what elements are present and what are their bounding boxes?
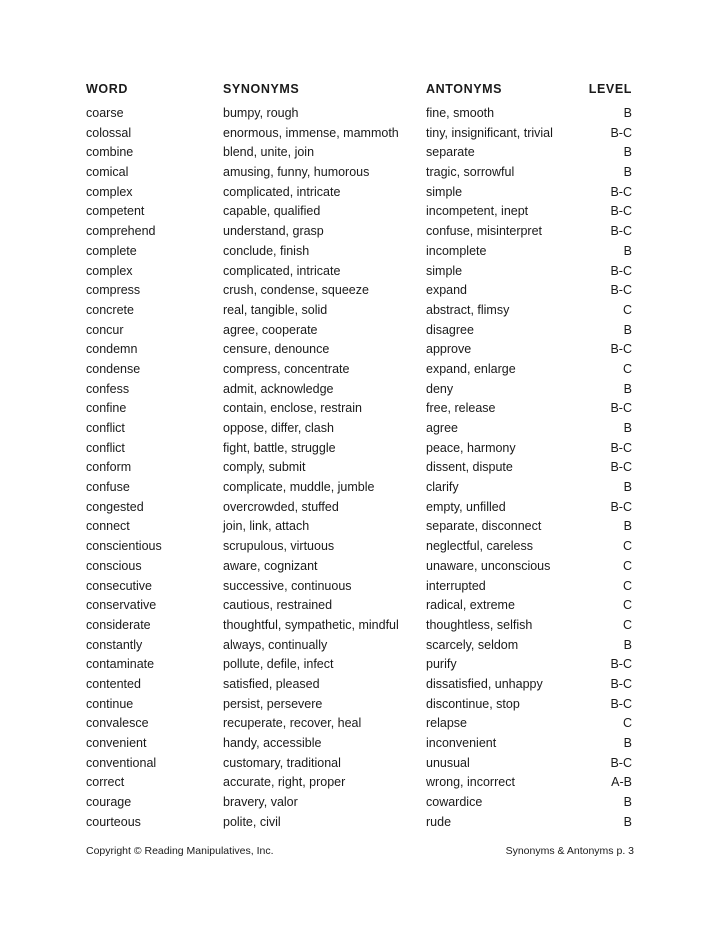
word-cell: complex: [86, 184, 133, 199]
table-row: [0, 636, 720, 656]
antonyms-cell: relapse: [426, 716, 467, 731]
table-row: [0, 360, 720, 380]
synonyms-cell: bravery, valor: [223, 795, 298, 810]
antonyms-cell: expand: [426, 283, 468, 298]
level-cell: B-C: [610, 460, 632, 475]
table-row: [0, 655, 720, 675]
table-row: [0, 281, 720, 301]
antonyms-cell: peace, harmony: [426, 440, 516, 455]
level-cell: B-C: [610, 401, 632, 416]
word-cell: conform: [86, 460, 132, 475]
antonyms-cell: tragic, sorrowful: [426, 165, 515, 180]
synonyms-cell: amusing, funny, humorous: [223, 165, 370, 180]
antonyms-cell: dissatisfied, unhappy: [426, 676, 543, 691]
level-cell: B: [623, 145, 632, 160]
word-cell: congested: [86, 499, 144, 514]
antonyms-cell: tiny, insignificant, trivial: [426, 125, 553, 140]
synonyms-cell: polite, civil: [223, 814, 281, 829]
word-cell: continue: [86, 696, 134, 711]
antonyms-cell: clarify: [426, 480, 459, 495]
table-row: [0, 340, 720, 360]
antonyms-cell: rude: [426, 814, 452, 829]
level-cell: B-C: [610, 342, 632, 357]
level-cell: B: [623, 421, 632, 435]
antonyms-cell: discontinue, stop: [426, 696, 520, 711]
table-row: [0, 596, 720, 616]
synonyms-cell: complicate, muddle, jumble: [223, 480, 375, 495]
synonyms-cell: understand, grasp: [223, 224, 324, 239]
word-cell: confess: [86, 381, 130, 396]
synonyms-cell: aware, cognizant: [223, 558, 318, 573]
level-cell: B-C: [610, 184, 632, 199]
table-row: [0, 163, 720, 183]
antonyms-cell: approve: [426, 342, 472, 357]
level-cell: B-C: [610, 499, 632, 514]
synonyms-cell: accurate, right, proper: [223, 775, 346, 790]
antonyms-cell: inconvenient: [426, 736, 497, 750]
word-cell: correct: [86, 775, 125, 790]
table-row: [0, 557, 720, 577]
level-cell: B: [623, 322, 632, 337]
word-cell: compress: [86, 283, 141, 298]
antonyms-cell: separate: [426, 145, 475, 160]
table-row: [0, 202, 720, 222]
antonyms-cell: abstract, flimsy: [426, 302, 510, 317]
synonyms-cell: conclude, finish: [223, 243, 310, 258]
synonyms-cell: real, tangible, solid: [223, 302, 328, 317]
antonyms-cell: interrupted: [426, 578, 486, 593]
antonyms-cell: neglectful, careless: [426, 539, 534, 554]
synonyms-cell: capable, qualified: [223, 204, 321, 219]
antonyms-cell: wrong, incorrect: [426, 775, 515, 790]
level-cell: B-C: [610, 263, 632, 278]
antonyms-cell: unusual: [426, 755, 470, 770]
table-row: [0, 104, 720, 124]
synonyms-cell: thoughtful, sympathetic, mindful: [223, 617, 399, 632]
antonyms-cell: empty, unfilled: [426, 499, 506, 514]
table-row: [0, 813, 720, 833]
level-cell: B-C: [610, 676, 632, 691]
synonyms-cell: pollute, defile, infect: [223, 657, 334, 672]
table-row: [0, 458, 720, 478]
synonyms-cell: admit, acknowledge: [223, 381, 334, 396]
level-cell: A-B: [611, 775, 632, 790]
level-cell: C: [622, 361, 632, 376]
level-cell: C: [622, 558, 632, 573]
table-row: [0, 734, 720, 754]
level-cell: B: [623, 106, 632, 120]
level-cell: B-C: [610, 204, 632, 219]
word-cell: convalesce: [86, 716, 149, 731]
table-row: [0, 439, 720, 459]
synonyms-cell: censure, denounce: [223, 342, 330, 357]
table-row: [0, 262, 720, 282]
word-cell: condemn: [86, 342, 138, 357]
antonyms-cell: incompetent, inept: [426, 204, 529, 219]
word-cell: courteous: [86, 814, 141, 829]
word-cell: comprehend: [86, 224, 156, 239]
synonyms-cell: persist, persevere: [223, 696, 323, 711]
synonyms-cell: complicated, intricate: [223, 263, 341, 278]
word-cell: combine: [86, 145, 134, 160]
level-cell: B-C: [610, 224, 632, 239]
synonyms-cell: fight, battle, struggle: [223, 440, 336, 455]
antonyms-cell: purify: [426, 657, 457, 672]
level-cell: C: [622, 716, 632, 731]
antonyms-cell: agree: [426, 421, 458, 435]
word-cell: contented: [86, 676, 141, 691]
antonyms-cell: simple: [426, 184, 463, 199]
word-cell: comical: [86, 165, 129, 180]
table-row: [0, 380, 720, 400]
word-cell: connect: [86, 519, 130, 534]
table-header: [0, 82, 720, 100]
level-cell: C: [622, 539, 632, 554]
antonyms-cell: separate, disconnect: [426, 519, 542, 534]
word-cell: courage: [86, 795, 132, 810]
level-cell: B-C: [610, 440, 632, 455]
synonyms-cell: scrupulous, virtuous: [223, 539, 335, 554]
synonyms-cell: satisfied, pleased: [223, 676, 320, 691]
level-cell: B: [623, 480, 632, 495]
table-row: [0, 301, 720, 321]
word-cell: condense: [86, 361, 141, 376]
table-row: [0, 419, 720, 439]
word-cell: confine: [86, 401, 127, 416]
table-row: [0, 183, 720, 203]
table-row: [0, 754, 720, 774]
word-cell: conflict: [86, 440, 125, 455]
level-cell: B: [623, 637, 632, 652]
word-cell: competent: [86, 204, 145, 219]
synonyms-cell: oppose, differ, clash: [223, 421, 334, 435]
word-cell: complex: [86, 263, 133, 278]
header-antonyms: ANTONYMS: [426, 82, 503, 96]
table-row: [0, 675, 720, 695]
synonyms-cell: always, continually: [223, 637, 328, 652]
synonyms-cell: successive, continuous: [223, 578, 352, 593]
antonyms-cell: fine, smooth: [426, 106, 495, 120]
word-cell: concur: [86, 322, 124, 337]
header-synonyms: SYNONYMS: [223, 82, 300, 96]
synonyms-cell: bumpy, rough: [223, 106, 299, 120]
synonyms-cell: overcrowded, stuffed: [223, 499, 339, 514]
level-cell: B-C: [610, 125, 632, 140]
table-row: [0, 222, 720, 242]
table-row: [0, 714, 720, 734]
synonyms-cell: compress, concentrate: [223, 361, 350, 376]
synonyms-cell: agree, cooperate: [223, 322, 318, 337]
antonyms-cell: cowardice: [426, 795, 483, 810]
level-cell: B: [623, 736, 632, 750]
word-cell: conscientious: [86, 539, 162, 554]
synonyms-cell: handy, accessible: [223, 736, 322, 750]
antonyms-cell: thoughtless, selfish: [426, 617, 533, 632]
word-cell: concrete: [86, 302, 134, 317]
antonyms-cell: unaware, unconscious: [426, 558, 551, 573]
level-cell: B: [623, 795, 632, 810]
antonyms-cell: radical, extreme: [426, 598, 515, 613]
word-cell: conventional: [86, 755, 157, 770]
antonyms-cell: incomplete: [426, 243, 487, 258]
level-cell: B-C: [610, 755, 632, 770]
synonyms-cell: enormous, immense, mammoth: [223, 125, 399, 140]
copyright-notice: Copyright © Reading Manipulatives, Inc.: [86, 845, 274, 857]
word-cell: coarse: [86, 106, 124, 120]
vocabulary-table: [0, 104, 720, 832]
word-cell: conflict: [86, 421, 125, 435]
synonyms-cell: customary, traditional: [223, 755, 341, 770]
level-cell: B-C: [610, 696, 632, 711]
antonyms-cell: disagree: [426, 322, 474, 337]
table-row: [0, 537, 720, 557]
synonyms-cell: contain, enclose, restrain: [223, 401, 362, 416]
table-row: [0, 143, 720, 163]
level-cell: B: [623, 519, 632, 534]
antonyms-cell: deny: [426, 381, 454, 396]
header-level: LEVEL: [588, 82, 632, 96]
table-row: [0, 695, 720, 715]
table-row: [0, 399, 720, 419]
synonyms-cell: crush, condense, squeeze: [223, 283, 369, 298]
level-cell: B-C: [610, 283, 632, 298]
word-cell: confuse: [86, 480, 130, 495]
table-row: [0, 124, 720, 144]
synonyms-cell: join, link, attach: [223, 519, 310, 534]
level-cell: C: [622, 617, 632, 632]
word-cell: conscious: [86, 558, 142, 573]
synonyms-cell: complicated, intricate: [223, 184, 341, 199]
word-cell: colossal: [86, 125, 132, 140]
table-row: [0, 577, 720, 597]
table-row: [0, 478, 720, 498]
level-cell: B: [623, 814, 632, 829]
level-cell: B: [623, 381, 632, 396]
level-cell: C: [622, 302, 632, 317]
antonyms-cell: scarcely, seldom: [426, 637, 519, 652]
table-row: [0, 517, 720, 537]
level-cell: B-C: [610, 657, 632, 672]
level-cell: B: [623, 243, 632, 258]
synonyms-cell: cautious, restrained: [223, 598, 333, 613]
table-row: [0, 793, 720, 813]
word-cell: considerate: [86, 617, 151, 632]
antonyms-cell: dissent, dispute: [426, 460, 513, 475]
antonyms-cell: confuse, misinterpret: [426, 224, 543, 239]
level-cell: C: [622, 598, 632, 613]
word-cell: complete: [86, 243, 137, 258]
header-word: WORD: [86, 82, 128, 96]
word-cell: constantly: [86, 637, 143, 652]
synonyms-cell: recuperate, recover, heal: [223, 716, 362, 731]
level-cell: B: [623, 165, 632, 180]
table-row: [0, 321, 720, 341]
word-cell: conservative: [86, 598, 157, 613]
word-cell: convenient: [86, 736, 147, 750]
table-row: [0, 773, 720, 793]
antonyms-cell: free, release: [426, 401, 496, 416]
antonyms-cell: simple: [426, 263, 463, 278]
word-cell: consecutive: [86, 578, 153, 593]
table-row: [0, 498, 720, 518]
synonyms-cell: blend, unite, join: [223, 145, 315, 160]
table-row: [0, 242, 720, 262]
synonyms-cell: comply, submit: [223, 460, 306, 475]
table-row: [0, 616, 720, 636]
page-info: Synonyms & Antonyms p. 3: [505, 845, 634, 857]
word-cell: contaminate: [86, 657, 155, 672]
level-cell: C: [622, 578, 632, 593]
antonyms-cell: expand, enlarge: [426, 361, 516, 376]
